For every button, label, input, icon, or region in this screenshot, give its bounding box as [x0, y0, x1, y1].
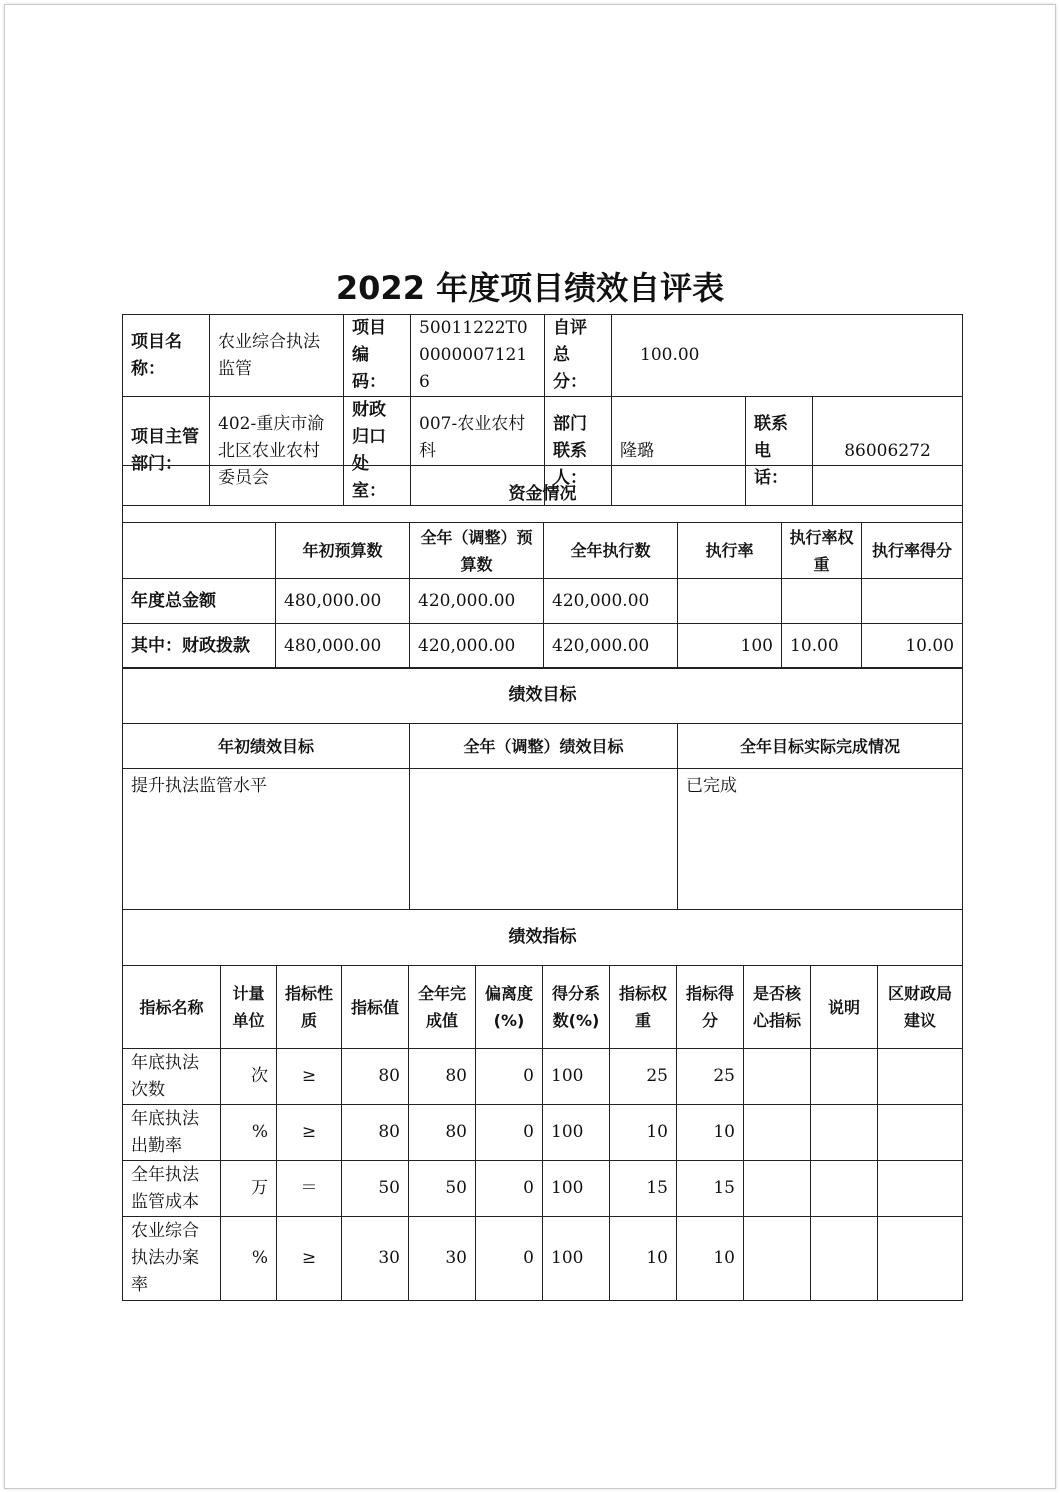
- ind-value: 80: [342, 1049, 409, 1105]
- contact-label: 部门联系人：: [545, 397, 612, 506]
- ind-header-coefficient: 得分系数(%): [543, 966, 610, 1049]
- funds-row-label: 年度总金额: [123, 579, 276, 624]
- goals-header-initial: 年初绩效目标: [123, 724, 410, 769]
- ind-value: 80: [342, 1105, 409, 1161]
- funds-table: [122, 465, 963, 669]
- table-row: [123, 579, 963, 624]
- ind-core: [744, 1161, 811, 1217]
- ind-core: [744, 1105, 811, 1161]
- ind-coefficient: 100: [543, 1049, 610, 1105]
- ind-name: 农业综合执法办案率: [123, 1217, 221, 1301]
- funds-header-executed: 全年执行数: [544, 523, 678, 579]
- funds-rate: 100: [678, 624, 782, 669]
- ind-header-weight: 指标权重: [610, 966, 677, 1049]
- funds-rate: [678, 579, 782, 624]
- ind-unit: %: [221, 1105, 277, 1161]
- ind-coefficient: 100: [543, 1217, 610, 1301]
- finance-office-label: 财政归口处室：: [344, 397, 411, 506]
- funds-budget: 480,000.00: [276, 624, 410, 669]
- project-code-label: 项目编码：: [344, 315, 411, 397]
- ind-score: 10: [677, 1217, 744, 1301]
- goals-header-actual: 全年目标实际完成情况: [678, 724, 963, 769]
- funds-header-score: 执行率得分: [862, 523, 963, 579]
- ind-weight: 25: [610, 1049, 677, 1105]
- ind-score: 25: [677, 1049, 744, 1105]
- funds-header-budget: 年初预算数: [276, 523, 410, 579]
- funds-score: [862, 579, 963, 624]
- ind-coefficient: 100: [543, 1105, 610, 1161]
- project-name-label: 项目名称：: [123, 315, 210, 397]
- ind-header-deviation: 偏离度(%): [476, 966, 543, 1049]
- phone-label: 联系电话：: [746, 397, 813, 506]
- project-name-value: 农业综合执法监管: [210, 315, 344, 397]
- funds-adjusted: 420,000.00: [410, 624, 544, 669]
- funds-budget: 480,000.00: [276, 579, 410, 624]
- ind-done: 50: [409, 1161, 476, 1217]
- ind-name: 全年执法监管成本: [123, 1161, 221, 1217]
- funds-executed: 420,000.00: [544, 579, 678, 624]
- ind-advice: [878, 1161, 963, 1217]
- ind-weight: 10: [610, 1105, 677, 1161]
- ind-done: 80: [409, 1049, 476, 1105]
- goal-actual-text: 已完成: [678, 769, 963, 910]
- ind-advice: [878, 1105, 963, 1161]
- goal-initial-text: 提升执法监管水平: [123, 769, 410, 910]
- goals-table: [122, 667, 963, 910]
- goal-adjusted-text: [410, 769, 678, 910]
- ind-header-note: 说明: [811, 966, 878, 1049]
- ind-deviation: 0: [476, 1049, 543, 1105]
- ind-weight: 10: [610, 1217, 677, 1301]
- ind-done: 30: [409, 1217, 476, 1301]
- goals-header-adjusted: 全年（调整）绩效目标: [410, 724, 678, 769]
- table-row: [123, 1217, 963, 1301]
- table-row: [123, 624, 963, 669]
- funds-header-rate: 执行率: [678, 523, 782, 579]
- funds-adjusted: 420,000.00: [410, 579, 544, 624]
- ind-nature: ≥: [277, 1105, 342, 1161]
- ind-header-core: 是否核心指标: [744, 966, 811, 1049]
- indicators-table: [122, 909, 963, 1301]
- self-score-value: 100.00: [612, 315, 963, 397]
- funds-executed: 420,000.00: [544, 624, 678, 669]
- ind-note: [811, 1105, 878, 1161]
- ind-name: 年底执法出勤率: [123, 1105, 221, 1161]
- ind-note: [811, 1049, 878, 1105]
- funds-row-label: 其中：财政拨款: [123, 624, 276, 669]
- finance-office-value: 007-农业农村科: [411, 397, 545, 506]
- funds-header-weight: 执行率权重: [782, 523, 862, 579]
- ind-unit: 万: [221, 1161, 277, 1217]
- table-row: [123, 1105, 963, 1161]
- indicators-section-title: 绩效指标: [123, 910, 963, 966]
- ind-done: 80: [409, 1105, 476, 1161]
- goals-section-title: 绩效目标: [123, 668, 963, 724]
- table-row: [123, 1049, 963, 1105]
- ind-core: [744, 1217, 811, 1301]
- ind-header-done: 全年完成值: [409, 966, 476, 1049]
- funds-section-title: 资金情况: [123, 466, 963, 523]
- ind-header-advice: 区财政局建议: [878, 966, 963, 1049]
- ind-value: 30: [342, 1217, 409, 1301]
- ind-nature: ≥: [277, 1217, 342, 1301]
- ind-deviation: 0: [476, 1217, 543, 1301]
- ind-unit: 次: [221, 1049, 277, 1105]
- ind-note: [811, 1161, 878, 1217]
- table-row: [123, 1161, 963, 1217]
- ind-coefficient: 100: [543, 1161, 610, 1217]
- ind-unit: %: [221, 1217, 277, 1301]
- funds-header-adjusted: 全年（调整）预算数: [410, 523, 544, 579]
- phone-value: 86006272: [813, 397, 963, 506]
- funds-score: 10.00: [862, 624, 963, 669]
- contact-value: 隆璐: [612, 397, 746, 506]
- ind-core: [744, 1049, 811, 1105]
- funds-weight: [782, 579, 862, 624]
- ind-score: 10: [677, 1105, 744, 1161]
- ind-name: 年底执法次数: [123, 1049, 221, 1105]
- project-code-value: 50011222T000000071216: [411, 315, 545, 397]
- funds-weight: 10.00: [782, 624, 862, 669]
- ind-nature: ≥: [277, 1049, 342, 1105]
- ind-header-nature: 指标性质: [277, 966, 342, 1049]
- ind-nature: ＝: [277, 1161, 342, 1217]
- ind-header-unit: 计量单位: [221, 966, 277, 1049]
- ind-weight: 15: [610, 1161, 677, 1217]
- ind-deviation: 0: [476, 1161, 543, 1217]
- dept-label: 项目主管部门：: [123, 397, 210, 506]
- self-score-label: 自评总分：: [545, 315, 612, 397]
- ind-advice: [878, 1049, 963, 1105]
- page-title: 2022 年度项目绩效自评表: [335, 269, 725, 307]
- ind-note: [811, 1217, 878, 1301]
- ind-header-score: 指标得分: [677, 966, 744, 1049]
- ind-value: 50: [342, 1161, 409, 1217]
- dept-value: 402-重庆市渝北区农业农村委员会: [210, 397, 344, 506]
- ind-score: 15: [677, 1161, 744, 1217]
- funds-header-blank: [123, 523, 276, 579]
- ind-advice: [878, 1217, 963, 1301]
- ind-header-value: 指标值: [342, 966, 409, 1049]
- ind-deviation: 0: [476, 1105, 543, 1161]
- ind-header-name: 指标名称: [123, 966, 221, 1049]
